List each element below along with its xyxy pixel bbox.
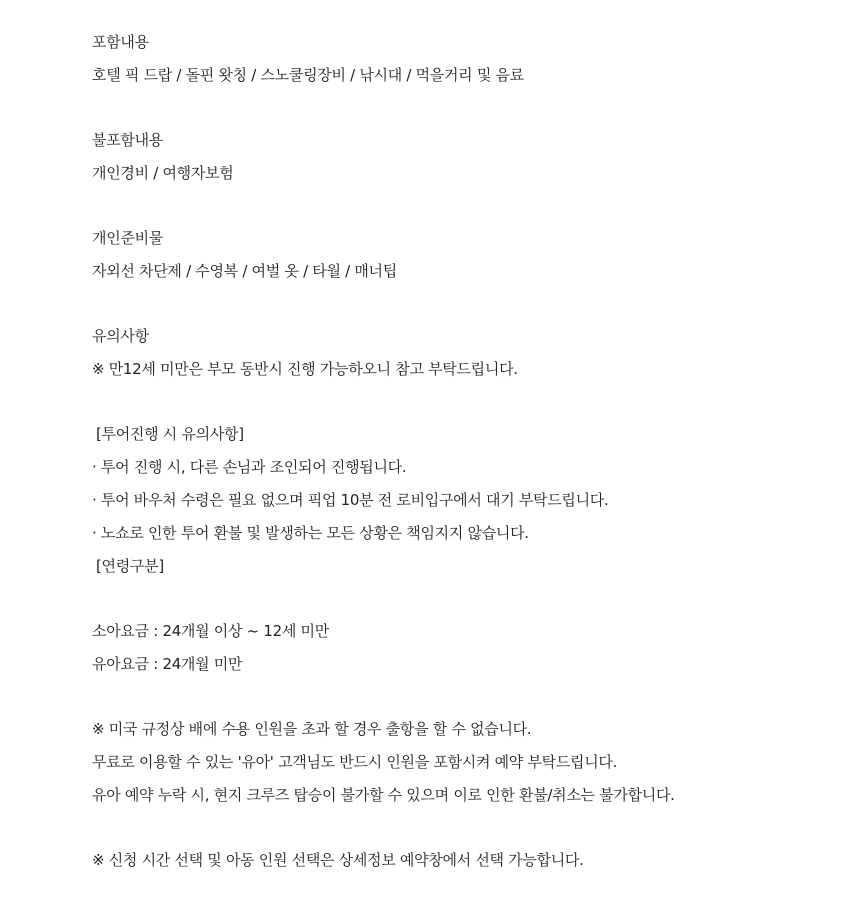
personal-items-heading: 개인준비물 [92, 229, 163, 247]
excluded-section [92, 124, 852, 190]
personal-items-text: 자외선 차단제 / 수영복 / 여벌 옷 / 타월 / 매너팁 [92, 262, 397, 280]
regulation-line: 무료로 이용할 수 있는 '유아' 고객님도 반드시 인원을 포함시켜 예약 부탁드립니다. [92, 753, 618, 771]
tour-notes-section [92, 418, 852, 583]
personal-items-section [92, 222, 852, 288]
regulation-line: 유아 예약 누락 시, 현지 크루즈 탑승이 불가할 수 있으며 이로 인한 환불/취소는 불가합니다. [92, 786, 675, 804]
notes-text: ※ 만12세 미만은 부모 동반시 진행 가능하오니 참고 부탁드립니다. [92, 360, 518, 378]
excluded-text: 개인경비 / 여행자보험 [92, 164, 234, 182]
included-text: 호텔 픽 드랍 / 돌핀 왓칭 / 스노쿨링장비 / 낚시대 / 먹을거리 및 음료 [92, 66, 524, 84]
age-groups-heading: [연령구분] [96, 557, 164, 575]
child-fare: 소아요금 : 24개월 이상 ~ 12세 미만 [92, 622, 329, 640]
notes-section [92, 320, 852, 386]
regulations-section [92, 713, 852, 812]
included-section [92, 26, 852, 92]
included-heading: 포함내용 [92, 33, 149, 51]
regulation-line: ※ 미국 규정상 배에 수용 인원을 초과 할 경우 출항을 할 수 없습니다. [92, 720, 532, 738]
infant-fare: 유아요금 : 24개월 미만 [92, 655, 243, 673]
excluded-heading: 불포함내용 [92, 131, 163, 149]
tour-notes-item: · 노쇼로 인한 투어 환불 및 발생하는 모든 상황은 책임지지 않습니다. [92, 524, 529, 542]
booking-note: ※ 신청 시간 선택 및 아동 인원 선택은 상세정보 예약창에서 선택 가능합니다. [92, 851, 584, 869]
tour-info-document [92, 26, 852, 877]
tour-notes-item: · 투어 바우처 수령은 필요 없으며 픽업 10분 전 로비입구에서 대기 부탁드립니다. [92, 491, 609, 509]
notes-heading: 유의사항 [92, 327, 149, 345]
tour-notes-heading: [투어진행 시 유의사항] [96, 425, 244, 443]
age-groups-section [92, 615, 852, 681]
tour-notes-item: · 투어 진행 시, 다른 손님과 조인되어 진행됩니다. [92, 458, 407, 476]
